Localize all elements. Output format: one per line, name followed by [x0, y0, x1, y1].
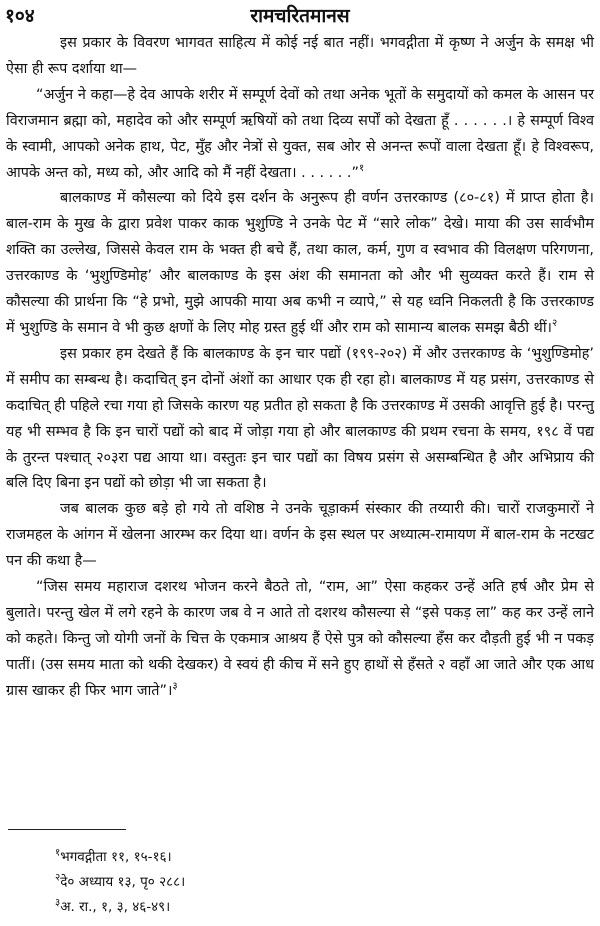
- paragraph-balkand-comparison: बालकाण्ड में कौसल्या को दिये इस दर्शन के अनुरूप ही वर्णन उत्तरकाण्ड (८०-८१) में प्राप्त होता है। बाल-राम के मुख के द्वारा प्रवेश पाकर काक भुशुण्डि ने उनके पेट में “सारे लोक” देखे। माया की उस सार्वभौम शक्ति का उल्लेख, जिससे केवल राम के भक्त ही बचे हैं, तथा काल, कर्म, गुण व स्वभाव की विलक्षण परिगणना, उत्तरकाण्ड के ‘भुशुण्डिमोह’ और बालकाण्ड के इस अंश की समानता को और भी सुव्यक्त करते हैं। राम से कौसल्या की प्रार्थना कि “हे प्रभो, मुझे आपकी माया अब कभी न व्यापे,” से यह ध्वनि निकलती है कि उत्तरकाण्ड में भुशुण्डि के समान वे भी कुछ क्षणों के लिए मोह ग्रस्त हुई थीं और राम को सामान्य बालक समझ बैठी थीं।$^२$: [6, 190, 594, 336]
- page-header: [0, 0, 600, 28]
- footnote-marker: १: [358, 162, 365, 174]
- footnote: $^२$दे० अध्याय १३, पृ० २८८।: [55, 872, 186, 890]
- footnotes: [55, 845, 185, 920]
- footnote: $^१$भगवद्गीता ११, १५-१६।: [55, 847, 172, 865]
- running-title: रामचरितमानस: [250, 5, 350, 27]
- paragraph-intro: इस प्रकार के विवरण भागवत साहित्य में कोई नई बात नहीं। भगवद्गीता में कृष्ण ने अर्जुन के समक्ष भी ऐसा ही रूप दर्शाया था—: [6, 35, 594, 77]
- footnote-marker: २: [552, 318, 558, 330]
- gita-quote: “अर्जुन ने कहा—हे देव आपके शरीर में सम्पूर्ण देवों को तथा अनेक भूतों के समुदायों को कमल के आसन पर विराजमान ब्रह्मा को, महादेव को और सम्पूर्ण ऋषियों को तथा दिव्य सर्पों को देखता हूँ . . . . . .। हे सम्पूर्ण विश्व के स्वामी, आपको अनेक हाथ, पेट, मुँह और नेत्रों से युक्त, सब ओर से अनन्त रूपों वाला देखता हूँ। हे विश्वरूप, आपके अन्त को, मध्य को, और आदि को मैं नहीं देखता। . . . . . .”$^१$: [6, 86, 594, 181]
- adhyatma-ramayana-quote: “जिस समय महाराज दशरथ भोजन करने बैठते तो, “राम, आ” ऐसा कहकर उन्हें अति हर्ष और प्रेम से बुलाते। परन्तु खेल में लगे रहने के कारण जब वे न आते तो दशरथ कौसल्या से “इसे पकड़ ला” कह कर उन्हें लाने को कहते। किन्तु जो योगी जनों के चित्त के एकमात्र आश्रय हैं ऐसे पुत्र को कौसल्या हँस कर दौड़ती हुई भी न पकड़ पातीं। (उस समय माता को थकी देखकर) वे स्वयं ही कीच में सने हुए हाथों से हँसते २ वहाँ आ जाते और एक आध ग्रास खाकर ही फिर भाग जाते”।$^३$: [6, 579, 594, 699]
- page-number: १०४: [5, 5, 35, 27]
- paragraph-verse-analysis: इस प्रकार हम देखते हैं कि बालकाण्ड के इन चार पद्यों (१९९-२०२) में और उत्तरकाण्ड के ‘भुशुण्डिमोह’ में समीप का सम्बन्ध है। कदाचित् इन दोनों अंशों का आधार एक ही रहा हो। बालकाण्ड में यह प्रसंग, उत्तरकाण्ड से कदाचित् ही पहिले रचा गया हो जिसके कारण यह प्रतीत हो सकता है कि उत्तरकाण्ड में उसकी आवृत्ति हुई है। परन्तु यह भी सम्भव है कि इन चारों पद्यों को बाद में जोड़ा गया हो और बालकाण्ड की प्रथम रचना के समय, १९८ वें पद्य के तुरन्त पश्चात् २०३रा पद्य आया था। वस्तुतः इन चार पद्यों का विषय प्रसंग से असम्बन्धित है और अभिप्राय की बलि दिए बिना इन पद्यों को छोड़ा भी जा सकता है।: [6, 345, 594, 492]
- footnote-marker: ३: [172, 680, 178, 692]
- footnote-divider: [8, 829, 126, 830]
- body-text: [6, 31, 594, 705]
- footnote: $^३$अ. रा., १, ३, ४६-४९।: [55, 897, 171, 915]
- paragraph-childhood: जब बालक कुछ बड़े हो गये तो वशिष्ठ ने उनके चूड़ाकर्म संस्कार की तय्यारी की। चारों राजकुमारों ने राजमहल के आंगन में खेलना आरम्भ कर दिया था। वर्णन के इस स्थल पर अध्यात्म-रामायण में बाल-राम के नटखट पन की कथा है—: [6, 501, 594, 570]
